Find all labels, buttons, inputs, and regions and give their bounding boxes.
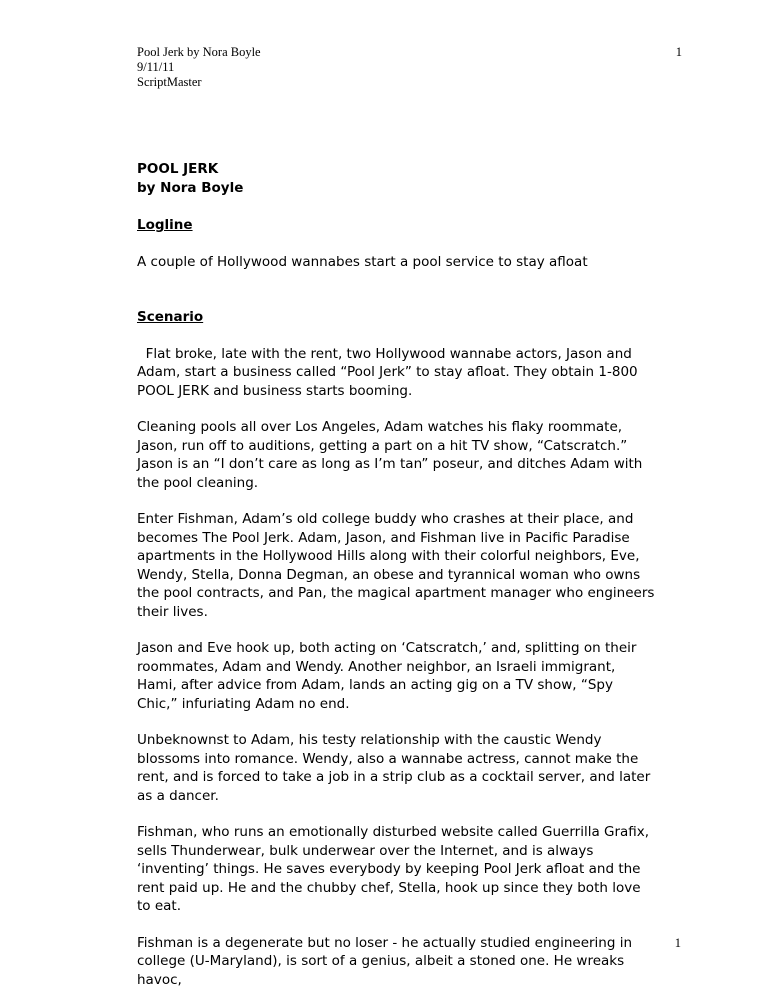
header-software: ScriptMaster — [137, 75, 202, 89]
scenario-paragraph: Enter Fishman, Adam’s old college buddy who crashes at their place, and becomes The Pool Jerk. Adam, Jason, and Fishman live in Pacific Paradise apartments in the Hollywood Hills along with their colorful neighbors, Eve, Wendy, Stella, Donna Degman, an obese and tyrannical woman who owns the pool contracts, and Pan, the magical apartment manager who engineers their lives. — [137, 511, 655, 620]
footer-page-number: 1 — [674, 936, 681, 950]
document-author: by Nora Boyle — [137, 179, 244, 196]
scenario-paragraph: Fishman, who runs an emotionally disturbed website called Guerrilla Grafix, sells Thunderwear, bulk underwear over the Internet, and is always ‘inventing’ things. He saves everybody by keeping Pool Jerk afloat and the rent paid up. He and the chubby chef, Stella, hook up since they both love to eat. — [137, 824, 650, 914]
scenario-paragraph: Unbeknownst to Adam, his testy relationship with the caustic Wendy blossoms into romance. Wendy, also a wannabe actress, cannot make the rent, and is forced to take a job in a strip club as a cocktail server, and later as a dancer. — [137, 732, 651, 804]
document-body — [137, 160, 657, 989]
scenario-paragraph: Cleaning pools all over Los Angeles, Adam watches his flaky roommate, Jason, run off to auditions, getting a part on a hit TV show, “Catscratch.” Jason is an “I don’t care as long as I’m tan” poseur, and ditches Adam with the pool cleaning. — [137, 419, 643, 491]
title-block — [137, 160, 657, 197]
header-title: Pool Jerk by Nora Boyle — [137, 45, 261, 59]
document-title: POOL JERK — [137, 161, 219, 177]
running-header — [137, 45, 682, 90]
scenario-paragraph: Flat broke, late with the rent, two Hollywood wannabe actors, Jason and Adam, start a business called “Pool Jerk” to stay afloat. They obtain 1-800 POOL JERK and business starts booming. — [137, 345, 638, 399]
logline-text: A couple of Hollywood wannabes start a pool service to stay afloat — [137, 253, 588, 270]
scenario-paragraph: Jason and Eve hook up, both acting on ‘Catscratch,’ and, splitting on their roommates, Adam and Wendy. Another neighbor, an Israeli immigrant, Hami, after advice from Adam, lands an acting gig on a TV show, “Spy Chic,” infuriating Adam no end. — [137, 640, 637, 712]
logline-heading: Logline — [137, 217, 193, 233]
header-page-number: 1 — [675, 45, 682, 59]
scenario-heading: Scenario — [137, 309, 204, 325]
header-date: 9/11/11 — [137, 60, 175, 74]
scenario-paragraph: Fishman is a degenerate but no loser - he actually studied engineering in college (U-Maryland), is sort of a genius, albeit a stoned one. He wreaks havoc, — [137, 934, 633, 988]
